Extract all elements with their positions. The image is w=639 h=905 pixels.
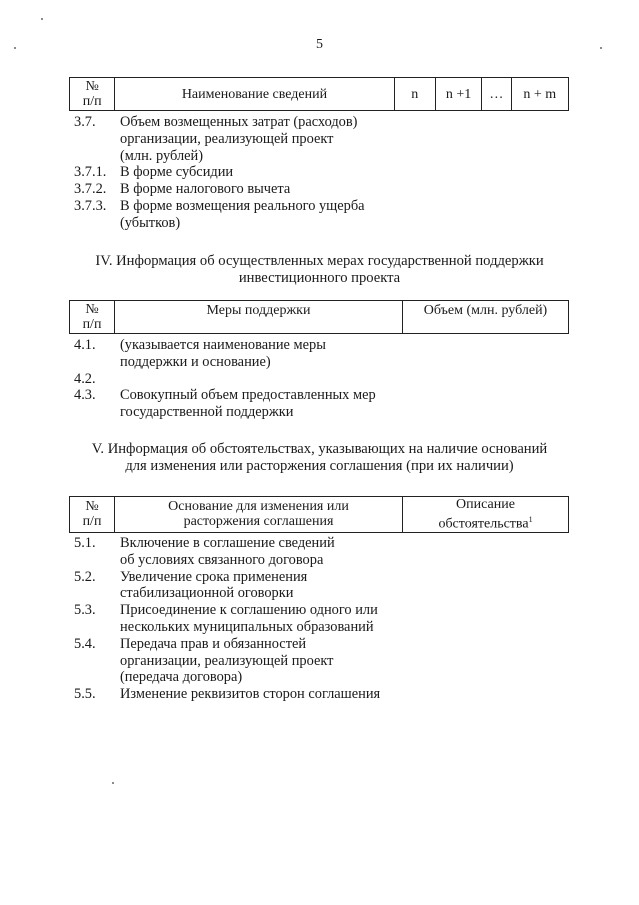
table1-col-n1: n +1 [435,78,481,111]
row-number: 3.7.1. [74,164,107,181]
table1-rows [74,114,365,232]
row-number: 5.3. [74,602,96,619]
table-row [74,636,380,686]
row-number: 5.5. [74,686,96,703]
row-text: Объем возмещенных затрат (расходов) организации, реализующей проект (млн. рублей) [120,114,358,164]
table-row [74,602,380,636]
table4-col-num: № п/п [70,301,115,334]
table5-col-num: № п/п [70,497,115,533]
footnote-marker: 1 [528,515,533,524]
row-number: 4.2. [74,370,96,387]
section5-heading: V. Информация об обстоятельствах, указывающих на наличие оснований для изменения или расторжения соглашения (при их наличии) [91,441,548,474]
row-text: В форме налогового вычета [120,181,291,198]
table-row [74,164,365,181]
description-label: Описание обстоятельства [438,497,529,532]
table-row [74,181,365,198]
table-row [74,371,376,388]
table-row [74,686,380,703]
row-text: (указывается наименование меры поддержки и основание) [120,337,326,370]
row-text: Совокупный объем предоставленных мер государственной поддержки [120,387,376,421]
table-row [74,387,376,421]
table4-rows [74,337,376,421]
table1-col-num: № п/п [70,78,115,111]
table4-header [69,300,569,334]
table5-col-description [403,497,569,533]
table4-col-volume: Объем (млн. рублей) [403,301,569,334]
row-text: Увеличение срока применения стабилизационной оговорки [120,568,308,602]
table-row [74,535,380,569]
row-text: В форме субсидии [120,164,234,181]
row-number: 3.7.2. [74,181,107,198]
row-number: 5.4. [74,635,96,652]
table5-col-basis: Основание для изменения или расторжения соглашения [115,497,403,533]
table4-col-measures: Меры поддержки [115,301,403,334]
table5-header [69,496,569,533]
table-row [74,198,365,232]
row-text: Передача прав и обязанностей организации, реализующей проект (передача договора) [120,635,334,686]
page-number: 5 [316,37,323,52]
table1-col-ellipsis: … [482,78,511,111]
row-number: 3.7.3. [74,197,107,214]
row-number: 5.2. [74,568,96,585]
table1-col-name: Наименование сведений [115,78,394,111]
table-row [74,114,365,164]
row-text: Изменение реквизитов сторон соглашения [120,686,381,703]
row-number: 5.1. [74,535,96,551]
table1-col-nm: n + m [511,78,569,111]
row-number: 4.1. [74,337,96,353]
table1-col-n: n [394,78,435,111]
table1-header [69,77,569,111]
row-text: Присоединение к соглашению одного или нескольких муниципальных образований [120,602,378,635]
section4-heading: IV. Информация об осуществленных мерах государственной поддержки инвестиционного проекта [95,253,544,286]
row-number: 3.7. [74,114,96,130]
scan-speck [112,782,114,784]
row-text: В форме возмещения реального ущерба (убытков) [120,197,365,231]
row-number: 4.3. [74,387,96,404]
table-row [74,337,376,371]
table-row [74,569,380,603]
table5-rows [74,535,380,703]
scan-speck [41,18,43,20]
row-text: Включение в соглашение сведений об условиях связанного договора [120,535,335,568]
